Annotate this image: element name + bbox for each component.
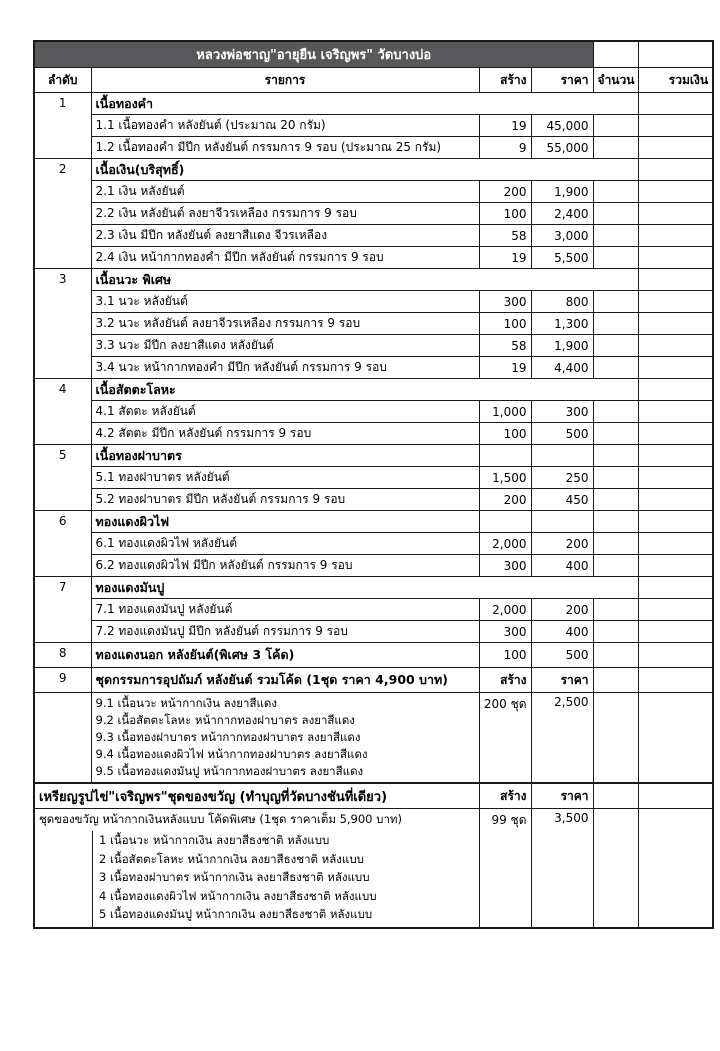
quantity-cell (593, 181, 638, 203)
made-value: 19 (479, 357, 531, 379)
item-text: 5.1 ทองฝาบาตร หลังยันต์ (91, 467, 479, 489)
quantity-cell (593, 313, 638, 335)
table-row (34, 489, 713, 511)
total-cell (638, 467, 713, 489)
item-text: 9.3 เนื้อทองฝาบาตร หน้ากากทองฝาบาตร ลงยาสีแดง (95, 730, 361, 744)
table-row (34, 357, 713, 379)
section-title: เนื้อสัตตะโลหะ (91, 379, 638, 401)
section-row (34, 269, 713, 291)
item-text: 1 เนื้อนวะ หน้ากากเงิน ลงยาสีธงชาติ หลังแบบ (99, 833, 330, 847)
order-number: 6 (34, 511, 91, 577)
total-cell (638, 489, 713, 511)
total-cell (638, 621, 713, 643)
table-row (34, 137, 713, 159)
price-value: 200 (531, 599, 593, 621)
row-9-items (34, 693, 713, 784)
quantity-cell (593, 809, 638, 928)
section-title: เหรียญรูปไข่"เจริญพร"ชุดของขวัญ (ทำบุญที่วัดบางชันที่เดียว) (34, 783, 479, 809)
section-title: ทองแดงมันปู (91, 577, 638, 599)
order-number: 2 (34, 159, 91, 269)
total-cell (638, 379, 713, 401)
made-value: 200 (479, 489, 531, 511)
item-text: 4.1 สัตตะ หลังยันต์ (91, 401, 479, 423)
table-row (34, 291, 713, 313)
price-value: 500 (531, 643, 593, 668)
total-cell (638, 247, 713, 269)
made-value: 300 (479, 621, 531, 643)
quantity-cell (593, 445, 638, 467)
total-cell (638, 693, 713, 784)
made-value: 300 (479, 291, 531, 313)
total-cell (638, 93, 713, 115)
col-header-made: สร้าง (479, 68, 531, 93)
quantity-cell (593, 225, 638, 247)
price-value: 2,500 (531, 693, 593, 784)
quantity-cell (593, 489, 638, 511)
table-row (34, 555, 713, 577)
column-header-row (34, 68, 713, 93)
price-value: 3,000 (531, 225, 593, 247)
quantity-cell (593, 335, 638, 357)
quantity-cell (593, 599, 638, 621)
total-cell (638, 291, 713, 313)
table-row (34, 335, 713, 357)
price-value: 2,400 (531, 203, 593, 225)
col-header-price: ราคา (531, 68, 593, 93)
item-text: 5 เนื้อทองแดงมันปู หน้ากากเงิน ลงยาสีธงชาติ หลังแบบ (99, 907, 373, 921)
total-cell (638, 313, 713, 335)
quantity-cell (593, 203, 638, 225)
egg-coin-header-row (34, 783, 713, 809)
quantity-cell (593, 137, 638, 159)
col-header-order: ลำดับ (34, 68, 91, 93)
item-text: 2.1 เงิน หลังยันต์ (91, 181, 479, 203)
price-value: 800 (531, 291, 593, 313)
quantity-cell (593, 511, 638, 533)
item-text: 7.2 ทองแดงมันปู มีปีก หลังยันต์ กรรมการ 9 รอบ (91, 621, 479, 643)
table-row (34, 181, 713, 203)
total-cell (638, 599, 713, 621)
quantity-cell (593, 668, 638, 693)
made-value: 9 (479, 137, 531, 159)
quantity-cell (593, 643, 638, 668)
made-value: 100 (479, 203, 531, 225)
item-text: 2 เนื้อสัตตะโลหะ หน้ากากเงิน ลงยาสีธงชาติ หลังแบบ (99, 851, 364, 866)
order-number: 3 (34, 269, 91, 379)
made-value: 2,000 (479, 599, 531, 621)
price-value: 400 (531, 621, 593, 643)
total-cell (638, 335, 713, 357)
col-header-quantity: จำนวน (593, 68, 638, 93)
quantity-cell (593, 115, 638, 137)
section-row (34, 511, 713, 533)
item-text: 3.2 นวะ หลังยันต์ ลงยาจีวรเหลือง กรรมการ 9 รอบ (91, 313, 479, 335)
item-text: 2.3 เงิน มีปีก หลังยันต์ ลงยาสีแดง จีวรเหลือง (91, 225, 479, 247)
order-number: 8 (34, 643, 91, 668)
price-value: 4,400 (531, 357, 593, 379)
total-cell (638, 643, 713, 668)
item-text: 5.2 ทองฝาบาตร มีปีก หลังยันต์ กรรมการ 9 รอบ (91, 489, 479, 511)
made-value: 200 (479, 181, 531, 203)
price-value: 450 (531, 489, 593, 511)
section-title: เนื้อทองฝาบาตร (91, 445, 479, 467)
made-value: 200 ชุด (479, 693, 531, 784)
table-row (34, 115, 713, 137)
document-title: หลวงพ่อชาญ"อายุยืน เจริญพร" วัดบางบ่อ (34, 41, 593, 68)
made-value: 1,500 (479, 467, 531, 489)
item-text: 1.2 เนื้อทองคำ มีปีก หลังยันต์ กรรมการ 9 รอบ (ประมาณ 25 กรัม) (91, 137, 479, 159)
total-cell (638, 269, 713, 291)
made-value: 100 (479, 313, 531, 335)
table-row (34, 533, 713, 555)
quantity-cell (593, 401, 638, 423)
item-text: 9.2 เนื้อสัตตะโลหะ หน้ากากทองฝาบาตร ลงยาสีแดง (95, 713, 355, 727)
total-cell (638, 225, 713, 247)
table-row (34, 225, 713, 247)
made-value: 100 (479, 643, 531, 668)
table-row (34, 313, 713, 335)
table-row (34, 247, 713, 269)
made-value: 300 (479, 555, 531, 577)
table-row (34, 401, 713, 423)
row-9-header (34, 668, 713, 693)
item-text: 6.1 ทองแดงผิวไฟ หลังยันต์ (91, 533, 479, 555)
made-cell (479, 445, 531, 467)
table-row (34, 599, 713, 621)
price-value: 1,900 (531, 335, 593, 357)
price-value: 250 (531, 467, 593, 489)
blank-cell (638, 41, 713, 68)
table-row (34, 621, 713, 643)
total-cell (638, 577, 713, 599)
price-value: 200 (531, 533, 593, 555)
made-value: 19 (479, 115, 531, 137)
order-number: 7 (34, 577, 91, 643)
gift-set-title: ชุดของขวัญ หน้ากากเงินหลังแบบ โค้ดพิเศษ (1ชุด ราคาเต็ม 5,900 บาท) (39, 812, 402, 826)
item-text: 3 เนื้อทองฝาบาตร หน้ากากเงิน ลงยาสีธงชาติ หลังแบบ (99, 870, 370, 884)
section-title: ชุดกรรมการอุปถัมภ์ หลังยันต์ รวมโค้ด (1ชุด ราคา 4,900 บาท) (91, 668, 479, 693)
price-cell (531, 445, 593, 467)
price-value: 5,500 (531, 247, 593, 269)
made-value: 19 (479, 247, 531, 269)
col-header-total: รวมเงิน (638, 68, 713, 93)
section-title: เนื้อนวะ พิเศษ (91, 269, 638, 291)
made-value: 58 (479, 335, 531, 357)
total-cell (638, 533, 713, 555)
price-value: 55,000 (531, 137, 593, 159)
total-cell (638, 181, 713, 203)
price-cell (531, 511, 593, 533)
quantity-cell (593, 291, 638, 313)
total-cell (638, 203, 713, 225)
quantity-cell (593, 357, 638, 379)
section-row (34, 93, 713, 115)
item-text: 1.1 เนื้อทองคำ หลังยันต์ (ประมาณ 20 กรัม) (91, 115, 479, 137)
made-value: 58 (479, 225, 531, 247)
section-title: ทองแดงผิวไฟ (91, 511, 479, 533)
section-row (34, 577, 713, 599)
quantity-cell (593, 693, 638, 784)
total-cell (638, 137, 713, 159)
table-row (34, 467, 713, 489)
total-cell (638, 445, 713, 467)
row-8 (34, 643, 713, 668)
price-value: 1,900 (531, 181, 593, 203)
item-text: 3.3 นวะ มีปีก ลงยาสีแดง หลังยันต์ (91, 335, 479, 357)
order-number: 1 (34, 93, 91, 159)
quantity-cell (593, 783, 638, 809)
total-cell (638, 555, 713, 577)
section-row (34, 379, 713, 401)
order-cell (34, 693, 91, 784)
item-text: 4 เนื้อทองแดงผิวไฟ หน้ากากเงิน ลงยาสีธงชาติ หลังแบบ (99, 888, 377, 903)
item-text: 2.2 เงิน หลังยันต์ ลงยาจีวรเหลือง กรรมการ 9 รอบ (91, 203, 479, 225)
order-number: 9 (34, 668, 91, 693)
item-text: 6.2 ทองแดงผิวไฟ มีปีก หลังยันต์ กรรมการ 9 รอบ (91, 555, 479, 577)
total-cell (638, 357, 713, 379)
made-label: สร้าง (479, 668, 531, 693)
order-number: 5 (34, 445, 91, 511)
item-text: 7.1 ทองแดงมันปู หลังยันต์ (91, 599, 479, 621)
total-cell (638, 809, 713, 928)
item-text: ทองแดงนอก หลังยันต์(พิเศษ 3 โค้ด) (91, 643, 479, 668)
gift-set-block (34, 809, 713, 928)
made-value: 1,000 (479, 401, 531, 423)
total-cell (638, 401, 713, 423)
made-label: สร้าง (479, 783, 531, 809)
item-text: 2.4 เงิน หน้ากากทองคำ มีปีก หลังยันต์ กรรมการ 9 รอบ (91, 247, 479, 269)
blank-cell (593, 41, 638, 68)
total-cell (638, 423, 713, 445)
price-value: 45,000 (531, 115, 593, 137)
item-text: 9.4 เนื้อทองแดงผิวไฟ หน้ากากทองฝาบาตร ลงยาสีแดง (95, 747, 368, 761)
section-title: เนื้อเงิน(บริสุทธิ์) (91, 159, 638, 181)
quantity-cell (593, 423, 638, 445)
quantity-cell (593, 533, 638, 555)
item-text: 9.1 เนื้อนวะ หน้ากากเงิน ลงยาสีแดง (95, 696, 278, 710)
total-cell (638, 783, 713, 809)
price-table (33, 40, 714, 929)
section-title: เนื้อทองคำ (91, 93, 638, 115)
price-label: ราคา (531, 783, 593, 809)
table-row (34, 423, 713, 445)
gift-set-item-list (92, 831, 479, 927)
made-cell (479, 511, 531, 533)
price-value: 1,300 (531, 313, 593, 335)
item-text: 3.4 นวะ หน้ากากทองคำ มีปีก หลังยันต์ กรรมการ 9 รอบ (91, 357, 479, 379)
price-label: ราคา (531, 668, 593, 693)
made-value: 2,000 (479, 533, 531, 555)
total-cell (638, 115, 713, 137)
total-cell (638, 511, 713, 533)
gift-set-cell (34, 809, 479, 928)
item-text: 3.1 นวะ หลังยันต์ (91, 291, 479, 313)
quantity-cell (593, 621, 638, 643)
quantity-cell (593, 555, 638, 577)
price-value: 400 (531, 555, 593, 577)
table-row (34, 203, 713, 225)
item-text: 9.5 เนื้อทองแดงมันปู หน้ากากทองฝาบาตร ลงยาสีแดง (95, 764, 364, 778)
order-number: 4 (34, 379, 91, 445)
made-value: 99 ชุด (479, 809, 531, 928)
section-row (34, 159, 713, 181)
made-value: 100 (479, 423, 531, 445)
quantity-cell (593, 467, 638, 489)
item-list (91, 693, 479, 784)
quantity-cell (593, 247, 638, 269)
price-table-sheet (33, 40, 714, 929)
title-row (34, 41, 713, 68)
section-row (34, 445, 713, 467)
price-value: 300 (531, 401, 593, 423)
price-value: 3,500 (531, 809, 593, 928)
col-header-item: รายการ (91, 68, 479, 93)
item-text: 4.2 สัตตะ มีปีก หลังยันต์ กรรมการ 9 รอบ (91, 423, 479, 445)
price-value: 500 (531, 423, 593, 445)
total-cell (638, 159, 713, 181)
total-cell (638, 668, 713, 693)
